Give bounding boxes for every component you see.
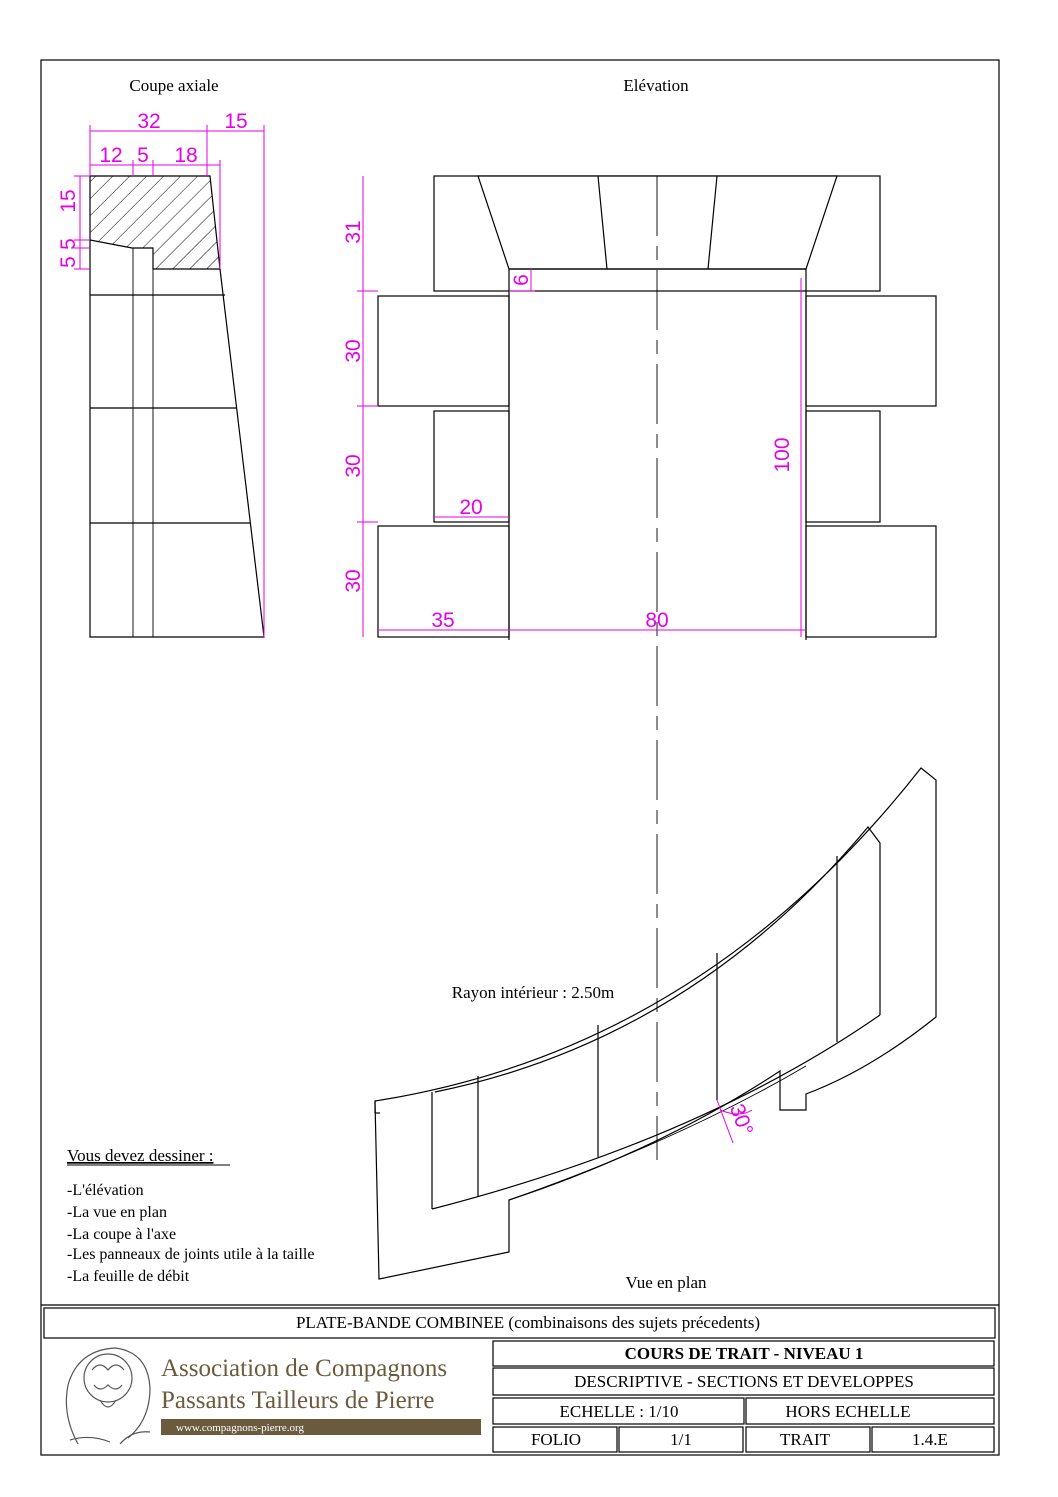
instructions [67,1146,314,1285]
section-title: Coupe axiale [129,76,219,95]
dim-80: 80 [645,609,669,632]
instructions-heading: Vous devez dessiner : [67,1146,214,1165]
elevation [342,76,936,1160]
trait-label: TRAIT [779,1430,831,1449]
main-title: PLATE-BANDE COMBINEE (combinaisons des sujets précedents) [295,1313,761,1332]
assoc-line-2: Passants Tailleurs de Pierre [161,1387,435,1414]
trait-value: 1.4.E [912,1430,948,1449]
dim-15-top: 15 [224,110,248,133]
instruction-item: -La vue en plan [67,1204,167,1221]
dim-31: 31 [342,220,365,244]
section-lintel-hatch [90,176,220,269]
dim-5: 5 [137,144,149,167]
dim-20: 20 [459,496,483,519]
dim-5-a: 5 [57,238,80,250]
title-block [41,1305,999,1452]
dim-12: 12 [99,144,123,167]
subtitle: DESCRIPTIVE - SECTIONS ET DEVELOPPES [574,1372,914,1391]
website: www.compagnons-pierre.org [176,1422,304,1434]
scale-note: HORS ECHELLE [785,1402,911,1421]
dim-30-b: 30 [342,454,365,478]
instruction-item: -La feuille de débit [67,1268,190,1285]
axial-section [57,76,264,637]
folio-label: FOLIO [530,1430,582,1449]
dim-5-b: 5 [57,256,80,268]
plan-view [375,768,936,1292]
dim-15-side: 15 [57,189,80,213]
elevation-title: Elévation [623,76,689,95]
instruction-item: -L'élévation [67,1182,144,1199]
dim-6: 6 [510,274,533,286]
course-title: COURS DE TRAIT - NIVEAU 1 [624,1344,864,1363]
radius-note: Rayon intérieur : 2.50m [451,983,615,1002]
instruction-item: -La coupe à l'axe [67,1226,177,1243]
dim-30-a: 30 [342,339,365,363]
plan-title: Vue en plan [625,1273,707,1292]
dim-35: 35 [431,609,455,632]
instruction-item: -Les panneaux de joints utile à la taille [67,1246,315,1263]
scale: ECHELLE : 1/10 [559,1402,679,1421]
dim-30-c: 30 [342,569,365,593]
folio-value: 1/1 [670,1430,692,1449]
dim-18: 18 [174,144,198,167]
plan-angle-30: 30° [724,1100,758,1139]
assoc-line-1: Association de Compagnons [161,1355,448,1382]
association-logo [66,1348,481,1444]
dim-100: 100 [771,437,794,473]
dim-32: 32 [137,110,161,133]
